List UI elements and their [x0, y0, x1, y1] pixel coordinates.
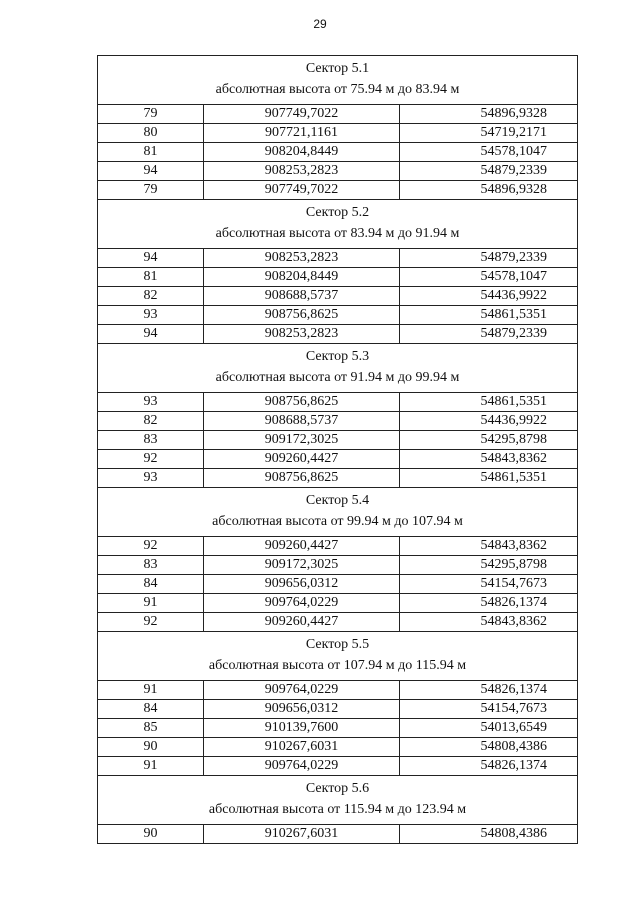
- page-number: 29: [313, 17, 327, 31]
- y-coordinate-cell: 54436,9922: [400, 287, 578, 306]
- table-row: [98, 105, 578, 124]
- point-number-cell: 79: [98, 105, 204, 124]
- x-coordinate-cell: 909656,0312: [204, 700, 400, 719]
- x-coordinate-cell: 908756,8625: [204, 393, 400, 412]
- table-row: [98, 124, 578, 143]
- point-number-cell: 94: [98, 249, 204, 268]
- table-row: [98, 393, 578, 412]
- table-row: [98, 325, 578, 344]
- table-row: [98, 700, 578, 719]
- x-coordinate-cell: 909172,3025: [204, 556, 400, 575]
- table-row: [98, 575, 578, 594]
- y-coordinate-cell: 54154,7673: [400, 700, 578, 719]
- table-row: [98, 431, 578, 450]
- point-number-cell: 79: [98, 181, 204, 200]
- table-row: [98, 825, 578, 844]
- sector-title: Сектор 5.2: [305, 205, 370, 220]
- y-coordinate-cell: 54808,4386: [400, 738, 578, 757]
- x-coordinate-cell: 909260,4427: [204, 613, 400, 632]
- table-row: [98, 556, 578, 575]
- y-coordinate-cell: 54013,6549: [400, 719, 578, 738]
- point-number-cell: 91: [98, 681, 204, 700]
- sector-header: [98, 632, 578, 681]
- sector-header-row: [98, 200, 578, 249]
- sector-altitude-range: абсолютная высота от 83.94 м до 91.94 м: [215, 226, 460, 241]
- point-number-cell: 85: [98, 719, 204, 738]
- point-number-cell: 92: [98, 537, 204, 556]
- point-number-cell: 82: [98, 287, 204, 306]
- point-number-cell: 92: [98, 613, 204, 632]
- y-coordinate-cell: 54879,2339: [400, 325, 578, 344]
- point-number-cell: 81: [98, 268, 204, 287]
- coordinates-table: [97, 55, 578, 844]
- sector-header-row: [98, 56, 578, 105]
- x-coordinate-cell: 908688,5737: [204, 412, 400, 431]
- x-coordinate-cell: 907749,7022: [204, 181, 400, 200]
- point-number-cell: 83: [98, 431, 204, 450]
- x-coordinate-cell: 910139,7600: [204, 719, 400, 738]
- y-coordinate-cell: 54843,8362: [400, 613, 578, 632]
- y-coordinate-cell: 54861,5351: [400, 393, 578, 412]
- table-row: [98, 757, 578, 776]
- sector-header-row: [98, 344, 578, 393]
- point-number-cell: 82: [98, 412, 204, 431]
- table-row: [98, 738, 578, 757]
- x-coordinate-cell: 908756,8625: [204, 469, 400, 488]
- sector-title: Сектор 5.6: [305, 781, 370, 796]
- x-coordinate-cell: 909764,0229: [204, 594, 400, 613]
- table-row: [98, 469, 578, 488]
- x-coordinate-cell: 907749,7022: [204, 105, 400, 124]
- table-row: [98, 162, 578, 181]
- point-number-cell: 90: [98, 825, 204, 844]
- y-coordinate-cell: 54843,8362: [400, 450, 578, 469]
- x-coordinate-cell: 907721,1161: [204, 124, 400, 143]
- table-row: [98, 143, 578, 162]
- coordinates-table-body: [98, 56, 578, 844]
- table-row: [98, 613, 578, 632]
- point-number-cell: 92: [98, 450, 204, 469]
- y-coordinate-cell: 54578,1047: [400, 268, 578, 287]
- table-row: [98, 268, 578, 287]
- y-coordinate-cell: 54861,5351: [400, 306, 578, 325]
- table-row: [98, 450, 578, 469]
- y-coordinate-cell: 54295,8798: [400, 556, 578, 575]
- sector-title: Сектор 5.4: [305, 493, 370, 508]
- sector-altitude-range: абсолютная высота от 75.94 м до 83.94 м: [215, 82, 460, 97]
- point-number-cell: 84: [98, 700, 204, 719]
- x-coordinate-cell: 909764,0229: [204, 681, 400, 700]
- y-coordinate-cell: 54843,8362: [400, 537, 578, 556]
- point-number-cell: 90: [98, 738, 204, 757]
- y-coordinate-cell: 54578,1047: [400, 143, 578, 162]
- sector-altitude-range: абсолютная высота от 107.94 м до 115.94 м: [208, 658, 467, 673]
- point-number-cell: 93: [98, 393, 204, 412]
- point-number-cell: 81: [98, 143, 204, 162]
- sector-title: Сектор 5.5: [305, 637, 370, 652]
- sector-header: [98, 56, 578, 105]
- point-number-cell: 93: [98, 469, 204, 488]
- sector-header: [98, 200, 578, 249]
- y-coordinate-cell: 54826,1374: [400, 594, 578, 613]
- sector-altitude-range: абсолютная высота от 115.94 м до 123.94 м: [208, 802, 467, 817]
- point-number-cell: 83: [98, 556, 204, 575]
- y-coordinate-cell: 54879,2339: [400, 249, 578, 268]
- sector-header-row: [98, 776, 578, 825]
- y-coordinate-cell: 54808,4386: [400, 825, 578, 844]
- x-coordinate-cell: 908253,2823: [204, 249, 400, 268]
- y-coordinate-cell: 54861,5351: [400, 469, 578, 488]
- point-number-cell: 94: [98, 325, 204, 344]
- x-coordinate-cell: 910267,6031: [204, 825, 400, 844]
- sector-title: Сектор 5.3: [305, 349, 370, 364]
- sector-header: [98, 488, 578, 537]
- x-coordinate-cell: 909260,4427: [204, 537, 400, 556]
- x-coordinate-cell: 909764,0229: [204, 757, 400, 776]
- sector-header-row: [98, 488, 578, 537]
- point-number-cell: 91: [98, 594, 204, 613]
- x-coordinate-cell: 909260,4427: [204, 450, 400, 469]
- sector-header: [98, 776, 578, 825]
- sector-altitude-range: абсолютная высота от 99.94 м до 107.94 м: [212, 514, 463, 529]
- sector-altitude-range: абсолютная высота от 91.94 м до 99.94 м: [215, 370, 460, 385]
- point-number-cell: 80: [98, 124, 204, 143]
- y-coordinate-cell: 54154,7673: [400, 575, 578, 594]
- x-coordinate-cell: 908204,8449: [204, 143, 400, 162]
- table-row: [98, 249, 578, 268]
- x-coordinate-cell: 908688,5737: [204, 287, 400, 306]
- point-number-cell: 91: [98, 757, 204, 776]
- point-number-cell: 93: [98, 306, 204, 325]
- y-coordinate-cell: 54719,2171: [400, 124, 578, 143]
- y-coordinate-cell: 54896,9328: [400, 105, 578, 124]
- table-row: [98, 719, 578, 738]
- sector-title: Сектор 5.1: [305, 61, 370, 76]
- x-coordinate-cell: 908253,2823: [204, 162, 400, 181]
- x-coordinate-cell: 909172,3025: [204, 431, 400, 450]
- y-coordinate-cell: 54826,1374: [400, 757, 578, 776]
- sector-header-row: [98, 632, 578, 681]
- point-number-cell: 84: [98, 575, 204, 594]
- y-coordinate-cell: 54879,2339: [400, 162, 578, 181]
- sector-header: [98, 344, 578, 393]
- table-row: [98, 594, 578, 613]
- table-row: [98, 287, 578, 306]
- y-coordinate-cell: 54826,1374: [400, 681, 578, 700]
- table-row: [98, 681, 578, 700]
- y-coordinate-cell: 54436,9922: [400, 412, 578, 431]
- point-number-cell: 94: [98, 162, 204, 181]
- x-coordinate-cell: 908756,8625: [204, 306, 400, 325]
- y-coordinate-cell: 54295,8798: [400, 431, 578, 450]
- table-row: [98, 412, 578, 431]
- y-coordinate-cell: 54896,9328: [400, 181, 578, 200]
- table-row: [98, 306, 578, 325]
- table-row: [98, 181, 578, 200]
- table-row: [98, 537, 578, 556]
- x-coordinate-cell: 909656,0312: [204, 575, 400, 594]
- x-coordinate-cell: 908253,2823: [204, 325, 400, 344]
- x-coordinate-cell: 908204,8449: [204, 268, 400, 287]
- x-coordinate-cell: 910267,6031: [204, 738, 400, 757]
